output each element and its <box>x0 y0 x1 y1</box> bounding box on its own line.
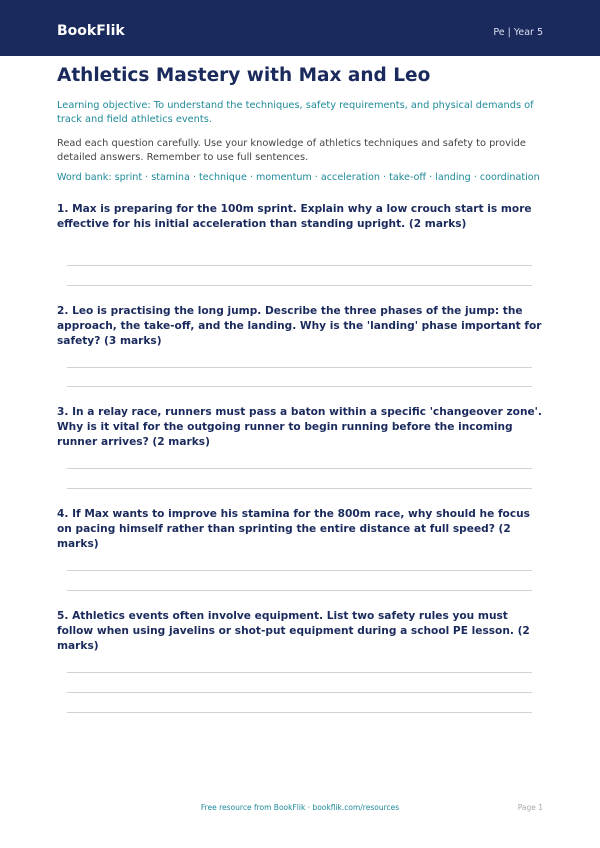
answer-line[interactable] <box>67 488 532 489</box>
answer-line[interactable] <box>67 672 532 673</box>
answer-line[interactable] <box>67 265 532 266</box>
word-bank: Word bank: sprint · stamina · technique · momentum · acceleration · take-off · landing · coordination <box>57 172 540 183</box>
question-2: 2. Leo is practising the long jump. Describe the three phases of the jump: the approach, the take-off, and the landing. Why is the 'landing' phase important for safety? (3 marks) <box>57 305 542 347</box>
answer-line[interactable] <box>67 570 532 571</box>
answer-line[interactable] <box>67 386 532 387</box>
answer-line[interactable] <box>67 712 532 713</box>
question-3: 3. In a relay race, runners must pass a baton within a specific 'changeover zone'. Why is it vital for the outgoing runner to begin running before the incoming runner arrives? (2 marks) <box>57 406 542 448</box>
answer-line[interactable] <box>67 590 532 591</box>
page-title: Athletics Mastery with Max and Leo <box>57 65 431 86</box>
instructions: Read each question carefully. Use your knowledge of athletics techniques and safety to provide detailed answers. Remember to use full sentences. <box>57 138 526 163</box>
brand-logo: BookFlik <box>57 23 125 39</box>
question-1: 1. Max is preparing for the 100m sprint. Explain why a low crouch start is more effective for his initial acceleration than standing upright. (2 marks) <box>57 203 532 230</box>
header-bar <box>0 0 600 56</box>
question-5: 5. Athletics events often involve equipment. List two safety rules you must follow when using javelins or shot-put equipment during a school PE lesson. (2 marks) <box>57 610 530 652</box>
answer-line[interactable] <box>67 285 532 286</box>
page-number: Page 1 <box>517 803 543 812</box>
answer-line[interactable] <box>67 367 532 368</box>
answer-line[interactable] <box>67 692 532 693</box>
learning-objective: Learning objective: To understand the techniques, safety requirements, and physical demands of track and field athletics events. <box>57 100 534 125</box>
question-4: 4. If Max wants to improve his stamina for the 800m race, why should he focus on pacing himself rather than sprinting the entire distance at full speed? (2 marks) <box>57 508 530 550</box>
footer-credit: Free resource from BookFlik · bookflik.com/resources <box>200 803 400 812</box>
subject-year-label: Pe | Year 5 <box>493 27 543 38</box>
answer-line[interactable] <box>67 468 532 469</box>
